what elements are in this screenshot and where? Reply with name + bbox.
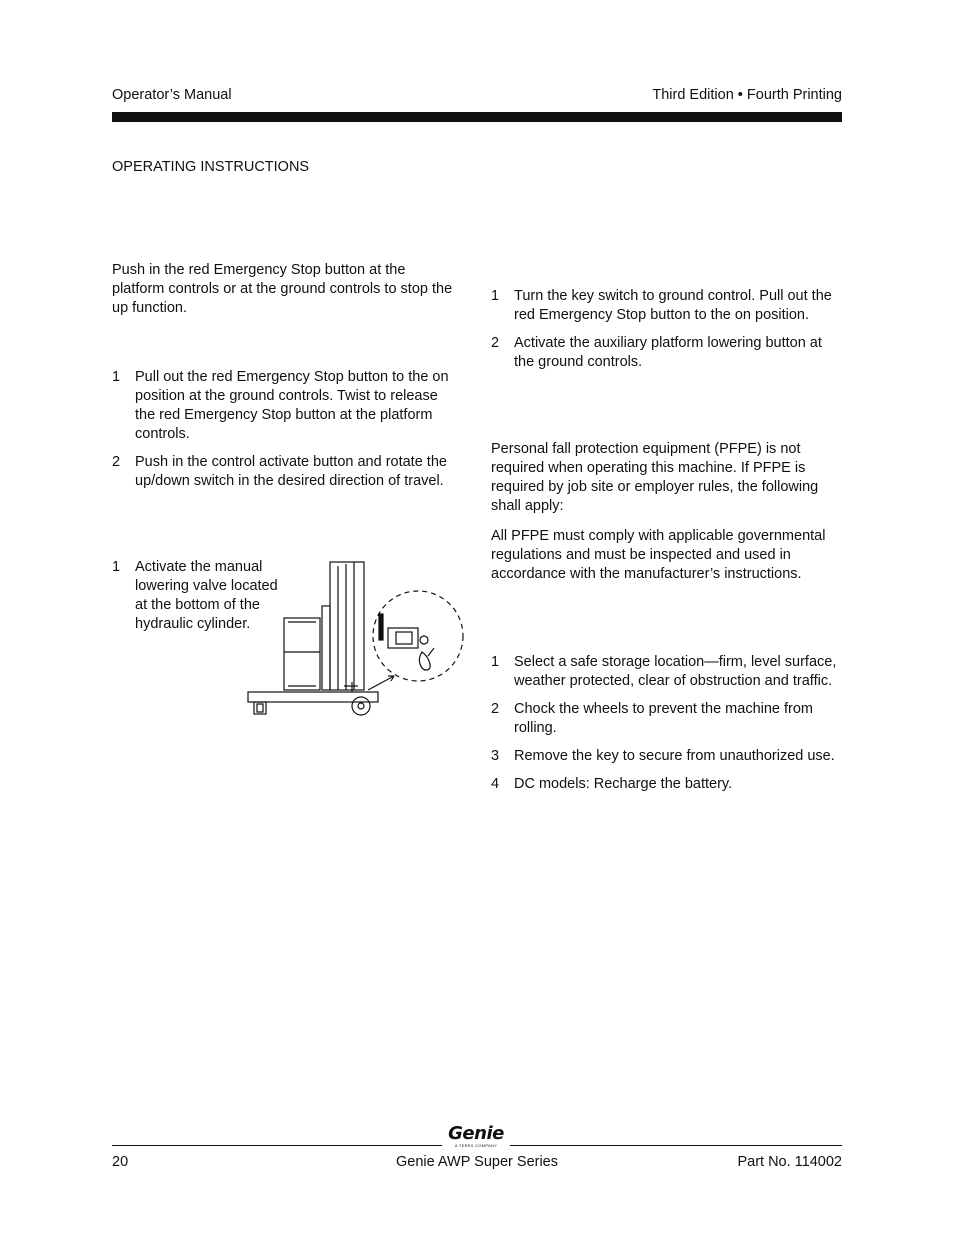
footer-series: Genie AWP Super Series bbox=[396, 1154, 558, 1170]
pfpe-paragraph-1: Personal fall protection equipment (PFPE) is not required when operating this machine. If PFPE is required by job site or employer rules, the following shall apply: bbox=[491, 441, 819, 514]
emergency-stop-paragraph: Push in the red Emergency Stop button at the platform controls or at the ground controls to stop the up function. bbox=[112, 262, 453, 316]
operate-steps bbox=[112, 368, 457, 491]
pfpe-paragraph-2: All PFPE must comply with applicable governmental regulations and must be inspected and used in accordance with the manufacturer’s instructions. bbox=[491, 528, 826, 582]
storage-steps bbox=[491, 653, 843, 794]
section-title: OPERATING INSTRUCTIONS bbox=[112, 159, 310, 175]
footer-rule-left bbox=[112, 1145, 442, 1146]
page-number: 20 bbox=[112, 1154, 129, 1170]
auxiliary-lowering-steps bbox=[491, 287, 843, 372]
list-item: 1 Turn the key switch to ground control. Pull out the red Emergency Stop button to the on position. bbox=[491, 288, 832, 323]
list-item: 1 Select a safe storage location—firm, level surface, weather protected, clear of obstruction and traffic. bbox=[491, 654, 837, 689]
list-item: 1 Activate the manual lowering valve located at the bottom of the hydraulic cylinder. bbox=[112, 559, 278, 632]
list-item: 2 Push in the control activate button and rotate the up/down switch in the desired direction of travel. bbox=[112, 454, 447, 489]
footer-part-number: Part No. 114002 bbox=[737, 1154, 842, 1170]
header-rule bbox=[112, 112, 842, 122]
header-edition: Third Edition • Fourth Printing bbox=[652, 87, 842, 103]
list-item: 2 Chock the wheels to prevent the machine from rolling. bbox=[491, 701, 814, 736]
genie-logo: Genie A TEREX COMPANY bbox=[448, 1123, 504, 1148]
list-item: 1 Pull out the red Emergency Stop button to the on position at the ground controls. Twist to release the red Emergency Stop button at the platform controls. bbox=[112, 369, 449, 442]
list-item: 4 DC models: Recharge the battery. bbox=[491, 776, 733, 792]
list-item: 3 Remove the key to secure from unauthorized use. bbox=[491, 748, 835, 764]
lowering-valve-illustration bbox=[246, 556, 468, 718]
list-item: 2 Activate the auxiliary platform lowering button at the ground controls. bbox=[491, 335, 822, 370]
footer-rule-right bbox=[510, 1145, 842, 1146]
header-manual-title: Operator’s Manual bbox=[112, 87, 232, 103]
